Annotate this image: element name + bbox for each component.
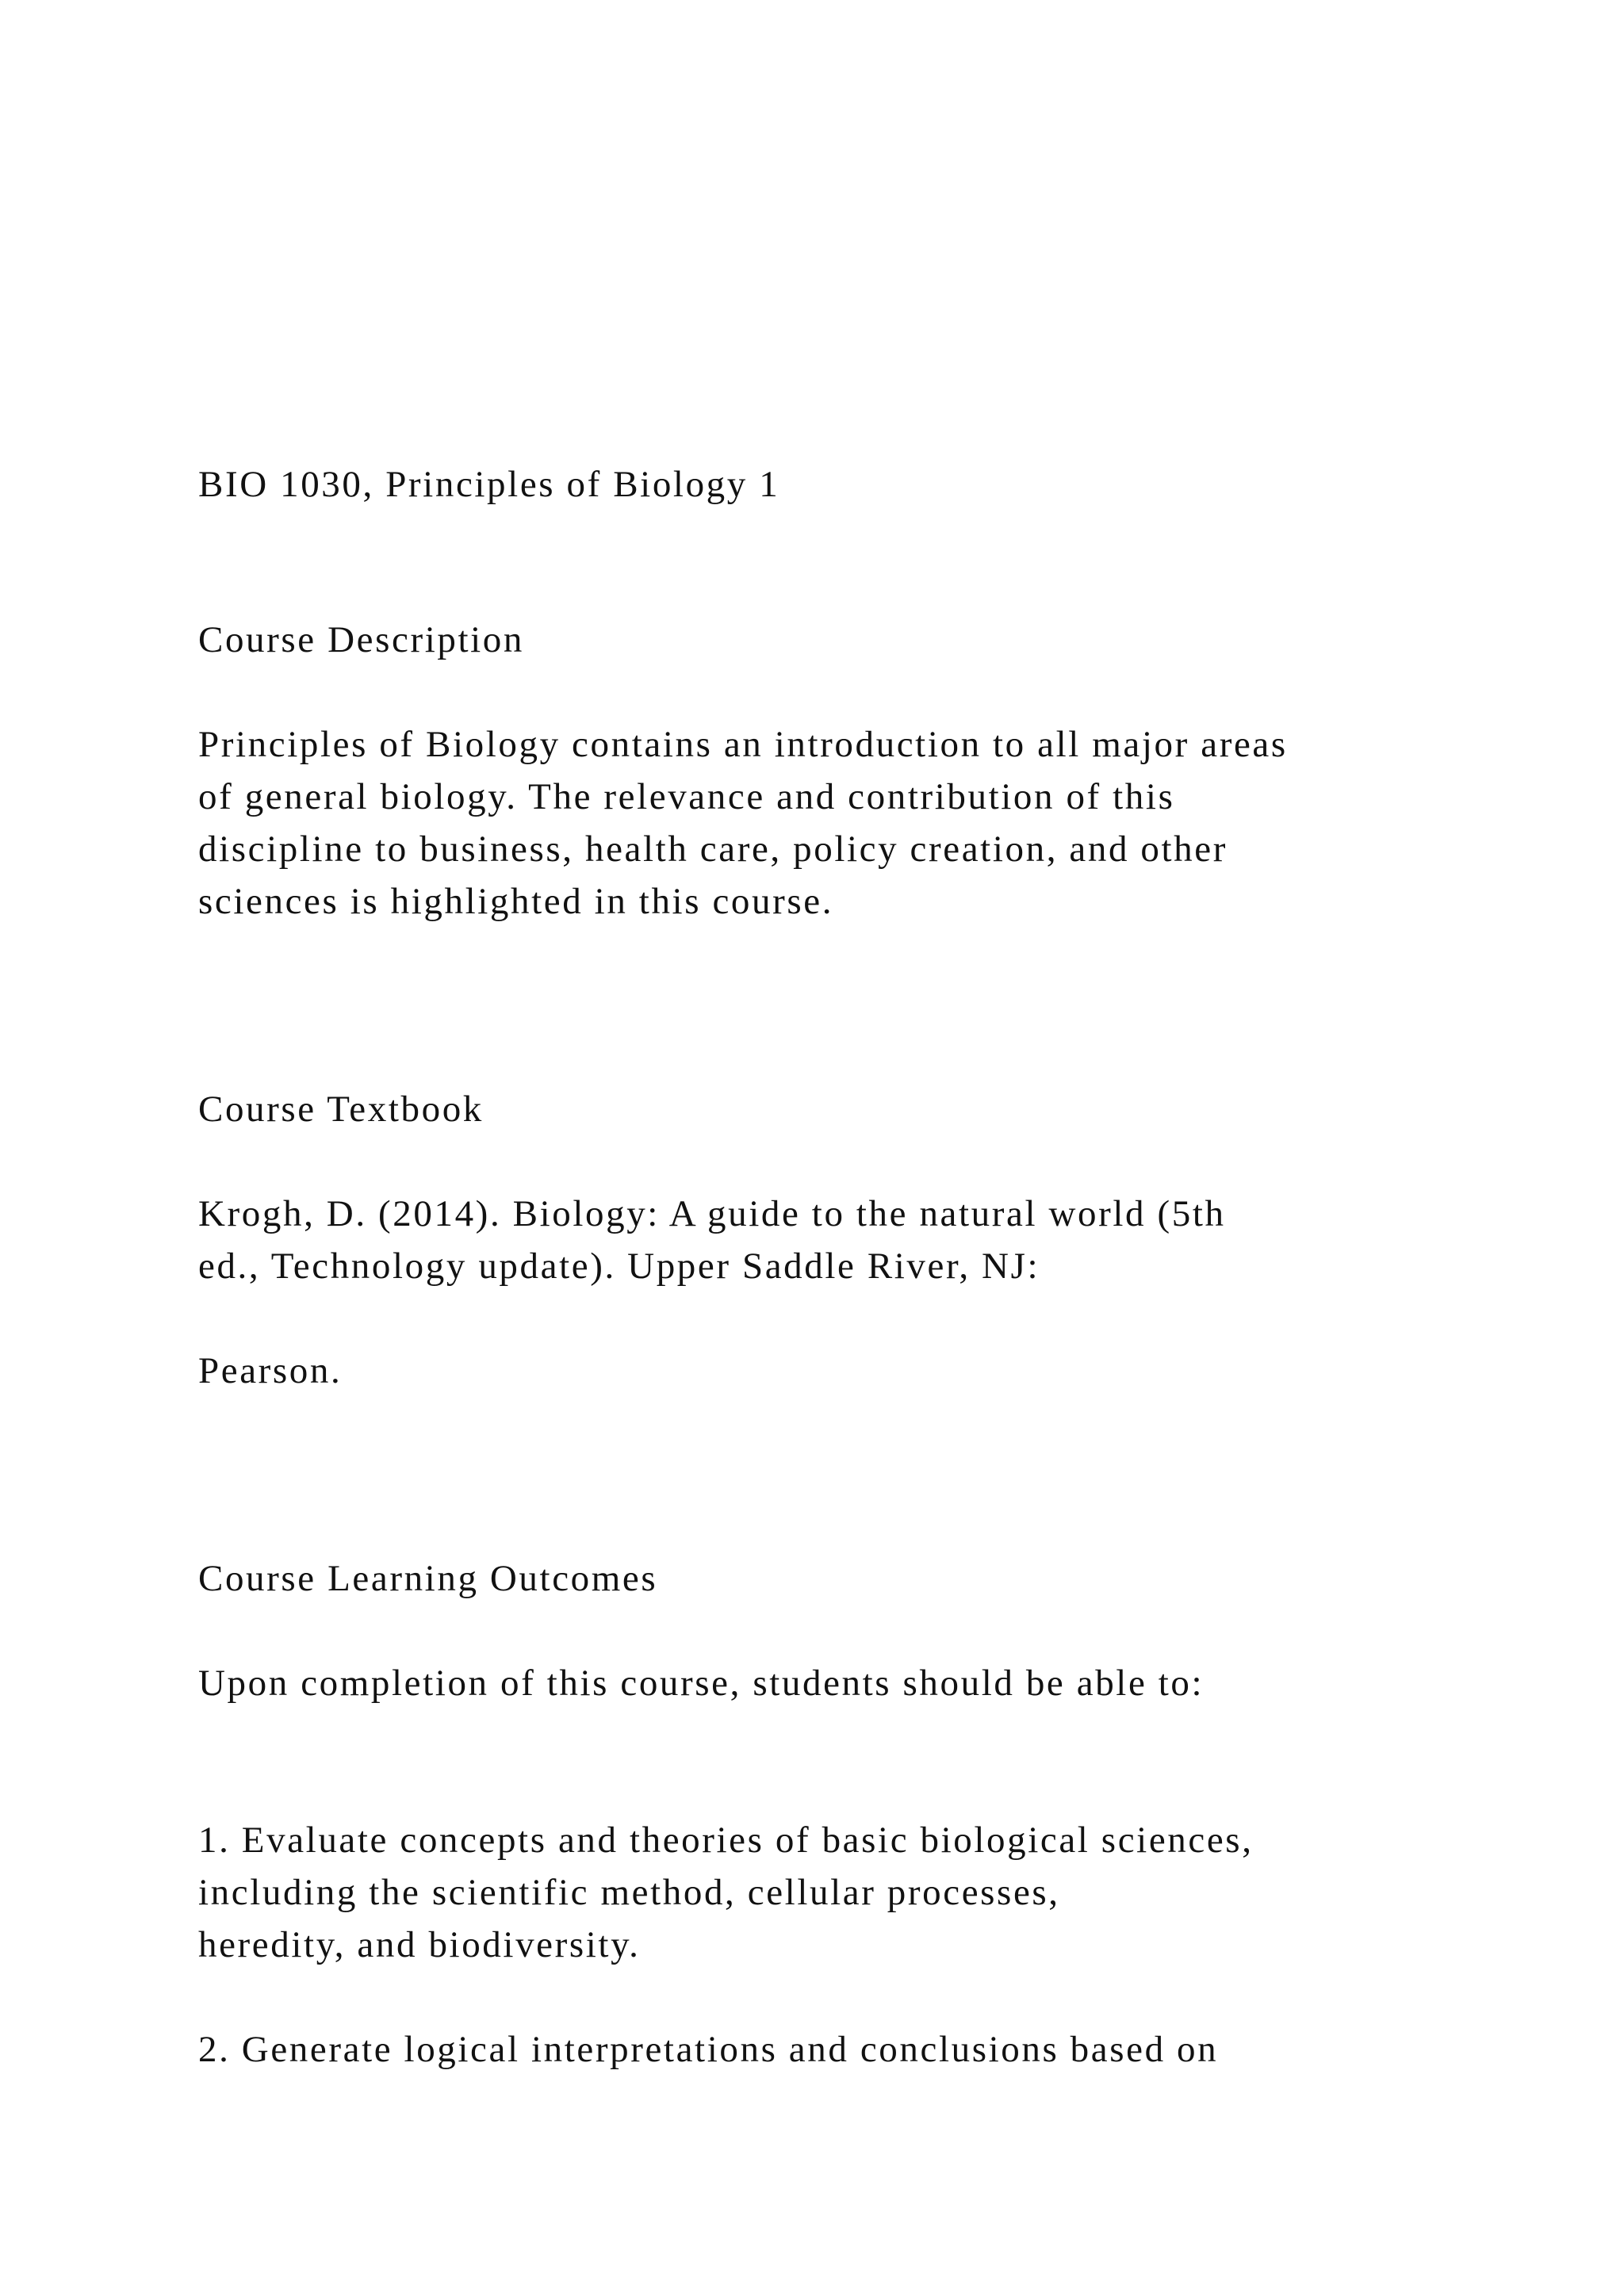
course-description-line: discipline to business, health care, policy creation, and other (198, 828, 1228, 870)
outcome-1-line: heredity, and biodiversity. (198, 1924, 641, 1965)
course-title: BIO 1030, Principles of Biology 1 (198, 464, 780, 505)
outcome-1-line: including the scientific method, cellular processes, (198, 1872, 1060, 1913)
course-description-line: of general biology. The relevance and contribution of this (198, 776, 1175, 817)
learning-outcomes-intro: Upon completion of this course, students should be able to: (198, 1663, 1205, 1704)
course-description-line: sciences is highlighted in this course. (198, 881, 834, 922)
course-description-line: Principles of Biology contains an introduction to all major areas (198, 724, 1288, 765)
textbook-citation-line: Krogh, D. (2014). Biology: A guide to the natural world (5th (198, 1193, 1226, 1234)
course-textbook-heading: Course Textbook (198, 1089, 484, 1130)
learning-outcomes-heading: Course Learning Outcomes (198, 1558, 658, 1599)
outcome-1-line: 1. Evaluate concepts and theories of basic biological sciences, (198, 1820, 1254, 1861)
textbook-publisher: Pearson. (198, 1350, 343, 1391)
outcome-2-line: 2. Generate logical interpretations and conclusions based on (198, 2029, 1219, 2070)
textbook-citation-line: ed., Technology update). Upper Saddle River, NJ: (198, 1246, 1040, 1287)
course-description-heading: Course Description (198, 619, 524, 660)
